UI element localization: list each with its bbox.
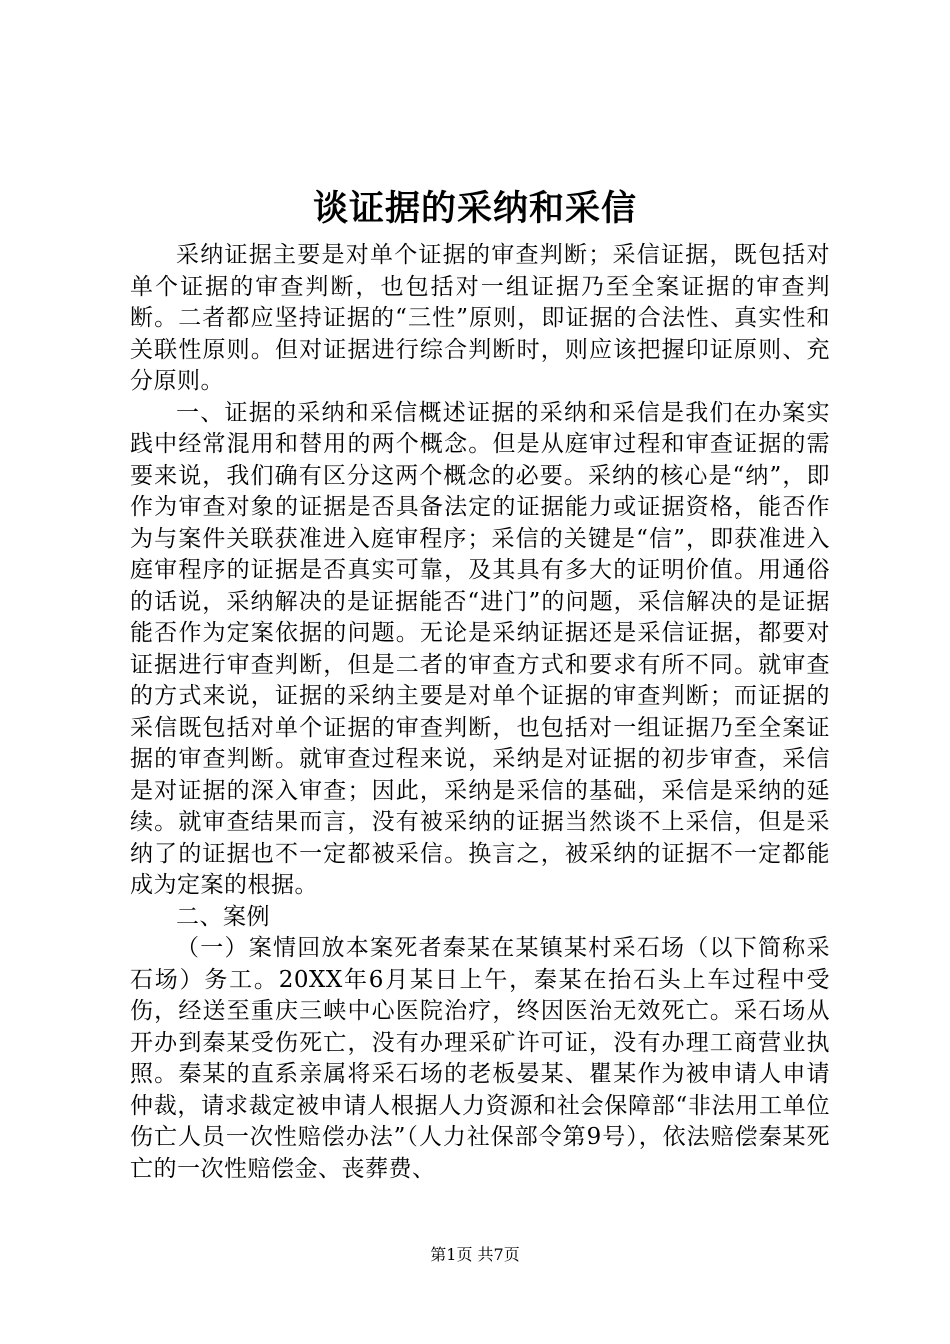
document-body: [130, 240, 830, 1185]
paragraph: （一）案情回放本案死者秦某在某镇某村采石场（以下简称采石场）务工。20XX年6月某日上午，秦某在抬石头上车过程中受伤，经送至重庆三峡中心医院治疗，终因医治无效死亡。采石场从开办到秦某受伤死亡，没有办理采矿许可证，没有办理工商营业执照。秦某的直系亲属将采石场的老板晏某、瞿某作为被申请人申请仲裁，请求裁定被申请人根据人力资源和社会保障部“非法用工单位伤亡人员一次性赔偿办法”（人力社保部令第9号），依法赔偿秦某死亡的一次性赔偿金、丧葬费、: [130, 935, 830, 1182]
document-title: 谈证据的采纳和采信: [312, 188, 637, 229]
page-number-footer: 第1页 共7页: [430, 1245, 520, 1264]
paragraph: 二、案例: [176, 903, 270, 930]
paragraph: 采纳证据主要是对单个证据的审查判断；采信证据，既包括对单个证据的审查判断，也包括对一组证据乃至全案证据的审查判断。二者都应坚持证据的“三性”原则，即证据的合法性、真实性和关联性原则。但对证据进行综合判断时，则应该把握印证原则、充分原则。: [130, 242, 830, 394]
paragraph: 一、证据的采纳和采信概述证据的采纳和采信是我们在办案实践中经常混用和替用的两个概念。但是从庭审过程和审查证据的需要来说，我们确有区分这两个概念的必要。采纳的核心是“纳”，即作为审查对象的证据是否具备法定的证据能力或证据资格，能否作为与案件关联获准进入庭审程序；采信的关键是“信”，即获准进入庭审程序的证据是否真实可靠，及其具有多大的证明价值。用通俗的话说，采纳解决的是证据能否“进门”的问题，采信解决的是证据能否作为定案依据的问题。无论是采纳证据还是采信证据，都要对证据进行审查判断，但是二者的审查方式和要求有所不同。就审查的方式来说，证据的采纳主要是对单个证据的审查判断；而证据的采信既包括对单个证据的审查判断，也包括对一组证据乃至全案证据的审查判断。就审查过程来说，采纳是对证据的初步审查，采信是对证据的深入审查；因此，采纳是采信的基础，采信是采纳的延续。就审查结果而言，没有被采纳的证据当然谈不上采信，但是采纳了的证据也不一定都被采信。换言之，被采纳的证据不一定都能成为定案的根据。: [130, 399, 830, 898]
